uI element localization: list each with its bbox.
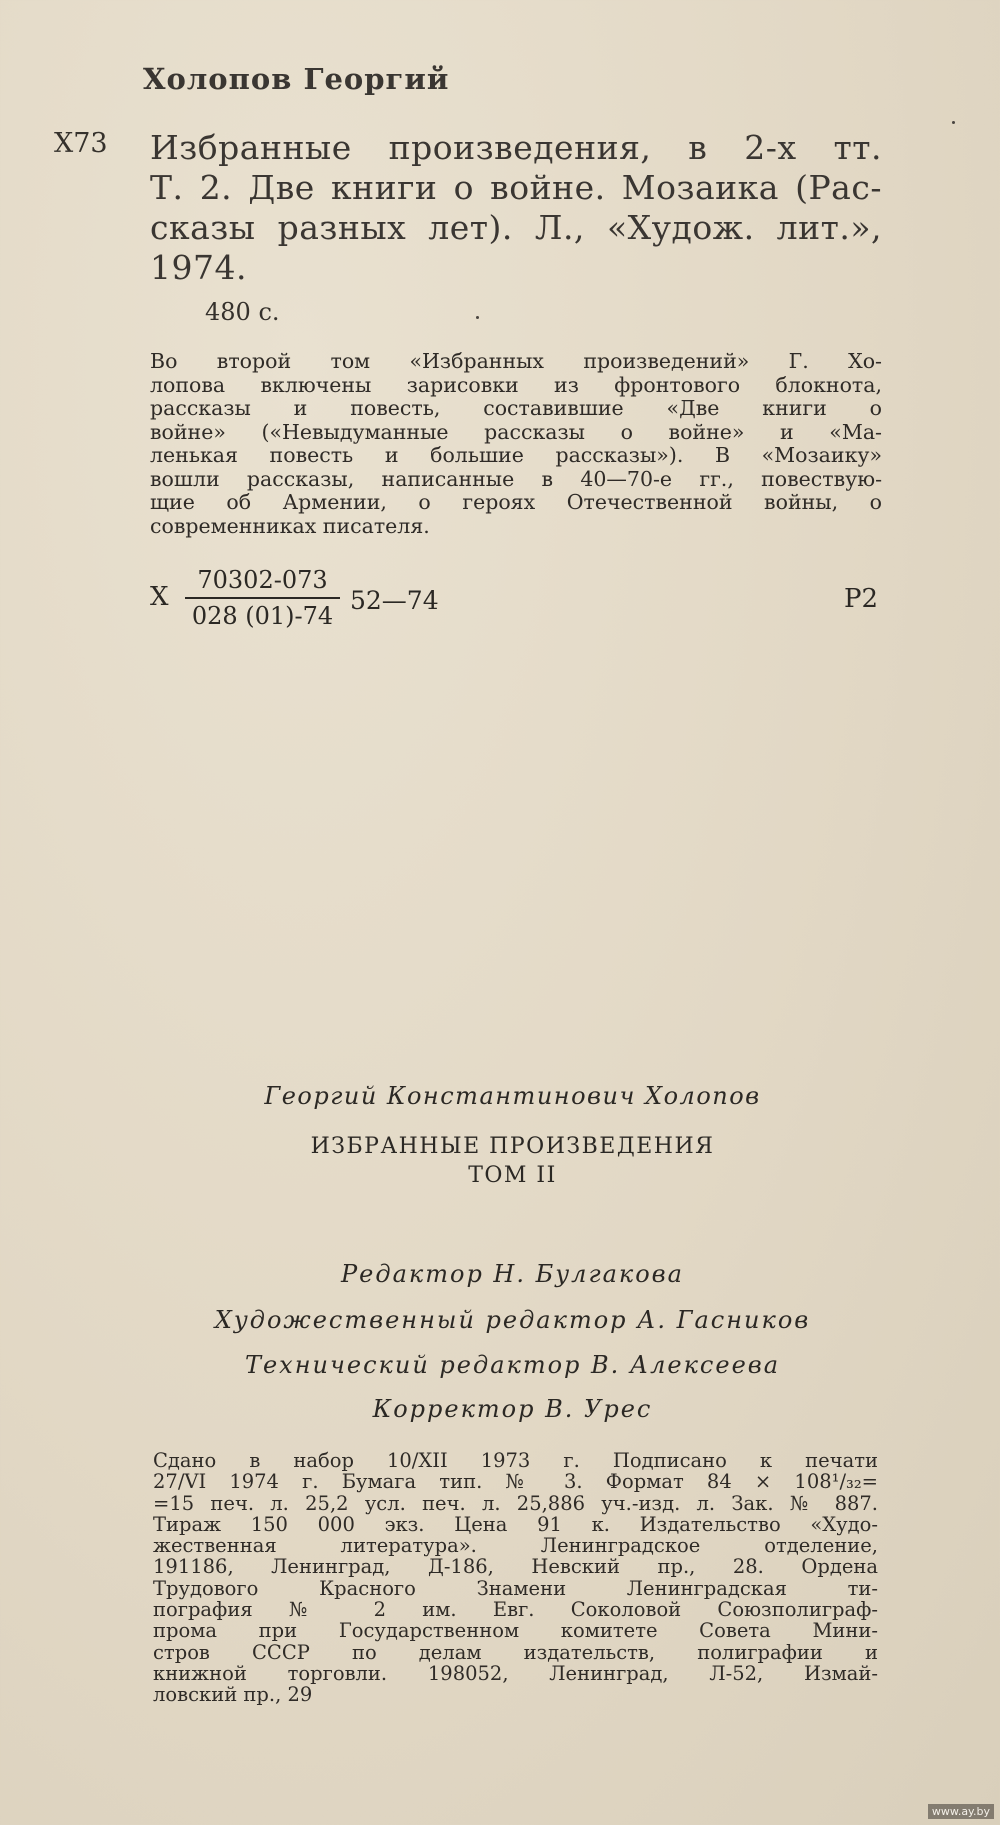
- imprint-line: ловский пр., 29: [153, 1683, 313, 1707]
- annotation-line: ленькая повесть и большие рассказы»). В «Мозаику»: [150, 443, 882, 467]
- imprint-line: 27/VI 1974 г. Бумага тип. № 3. Формат 84 × 108¹/₃₂=: [153, 1470, 878, 1494]
- imprint-line: Сдано в набор 10/XII 1973 г. Подписано к печати: [153, 1449, 878, 1472]
- bbk-denominator: 028 (01)-74: [191, 602, 334, 630]
- imprint-block: [153, 1450, 878, 1706]
- annotation-line: лопова включены зарисовки из фронтового блокнота,: [150, 372, 882, 397]
- annotation-block: [150, 350, 882, 538]
- price-group: Р2: [844, 584, 879, 614]
- annotation-line: вошли рассказы, написанные в 40—70-е гг., повествую-: [150, 466, 882, 491]
- title-line: сказы разных лет). Л., «Худож. лит.»,: [150, 208, 882, 247]
- author-heading: Холопов Георгий: [143, 62, 450, 96]
- imprint-line: книжной торговли. 198052, Ленинград, Л-52, Измай-: [153, 1661, 878, 1685]
- bbk-numerator: 70302-073: [185, 566, 340, 599]
- credit-art-editor: Художественный редактор А. Гасников: [214, 1306, 811, 1334]
- main-title-block: [150, 128, 882, 288]
- imprint-line: =15 печ. л. 25,2 усл. печ. л. 25,886 уч.-изд. л. Зак. № 887.: [153, 1491, 878, 1515]
- bbk-code: 52—74: [350, 586, 439, 615]
- site-watermark: www.ay.by: [928, 1804, 994, 1819]
- title-line: 1974.: [150, 248, 247, 287]
- annotation-line: современниках писателя.: [150, 513, 430, 538]
- page-count: 480 с.: [205, 298, 280, 326]
- annotation-line: щие об Армении, о героях Отечественной войны, о: [150, 490, 882, 514]
- paper-speck: [952, 121, 955, 124]
- annotation-line: рассказы и повесть, составившие «Две книги о: [150, 396, 882, 420]
- volume-label: ТОМ II: [468, 1163, 557, 1188]
- imprint-line: прома при Государственном комитете Совета Мини-: [153, 1619, 878, 1643]
- imprint-line: Тираж 150 000 экз. Цена 91 к. Издательство «Худо-: [153, 1512, 878, 1536]
- bbk-letter: Х: [150, 582, 169, 612]
- title-line: Избранные произведения, в 2-х тт.: [150, 128, 882, 167]
- bbk-fraction: [185, 566, 340, 630]
- title-line: Т. 2. Две книги о войне. Мозаика (Рас-: [150, 168, 882, 207]
- annotation-line: войне» («Невыдуманные рассказы о войне» и «Ма-: [150, 419, 882, 444]
- credit-technical-editor: Технический редактор В. Алексеева: [244, 1351, 781, 1379]
- paper-speck: [476, 316, 479, 319]
- credit-editor: Редактор Н. Булгакова: [341, 1260, 684, 1288]
- author-full-name: Георгий Константинович Холопов: [264, 1082, 761, 1110]
- imprint-line: Трудового Красного Знамени Ленинградская ти-: [153, 1576, 878, 1600]
- imprint-line: 191186, Ленинград, Д-186, Невский пр., 28. Ордена: [153, 1555, 878, 1579]
- imprint-line: стров СССР по делам издательств, полиграфии и: [153, 1640, 878, 1664]
- classmark: Х73: [54, 128, 108, 159]
- imprint-line: пография № 2 им. Евг. Соколовой Союзполиграф-: [153, 1598, 878, 1622]
- book-title: ИЗБРАННЫЕ ПРОИЗВЕДЕНИЯ: [310, 1134, 715, 1159]
- credit-proofreader: Корректор В. Урес: [372, 1395, 653, 1423]
- annotation-line: Во второй том «Избранных произведений» Г. Хо-: [150, 349, 882, 373]
- imprint-line: жественная литература». Ленинградское отделение,: [153, 1534, 878, 1558]
